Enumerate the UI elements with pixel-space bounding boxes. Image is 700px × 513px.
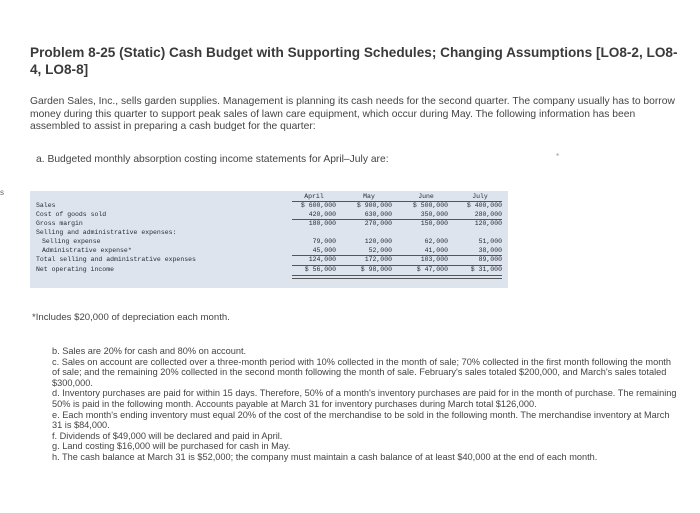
cell: 120,000	[474, 220, 502, 227]
cell: $ 500,000	[412, 202, 448, 209]
row-label-gross-margin: Gross margin	[36, 220, 83, 227]
cell: $ 98,000	[360, 266, 392, 273]
cell: $ 56,000	[304, 266, 336, 273]
cell: 79,000	[312, 238, 336, 245]
stray-mark: *	[556, 152, 560, 161]
item-b: b. Sales are 20% for cash and 80% on account.	[52, 346, 247, 356]
intro-paragraph: Garden Sales, Inc., sells garden supplies. Management is planning its cash needs for the second quarter. The company usually has to borrow money during this quarter to support peak sales of lawn care equipment, which occur during May. The following information has been assembled to assist in preparing a cash budget for the quarter:	[30, 96, 675, 132]
col-header-july: July	[472, 193, 488, 200]
total-double-line	[292, 275, 502, 279]
cell: 150,000	[420, 220, 448, 227]
cell: 62,000	[424, 238, 448, 245]
cell: 51,000	[478, 238, 502, 245]
cell: 270,000	[364, 220, 392, 227]
cell: 280,000	[474, 211, 502, 218]
col-header-june: June	[418, 193, 434, 200]
col-header-april: April	[304, 193, 324, 200]
income-statement-table	[30, 191, 508, 288]
cell: 172,000	[364, 256, 392, 263]
cell: 45,000	[312, 247, 336, 254]
cell: $ 31,000	[470, 266, 502, 273]
row-label-cogs: Cost of goods sold	[36, 211, 107, 218]
edge-marker: s	[0, 188, 4, 197]
cell: 630,000	[364, 211, 392, 218]
cell: 120,000	[364, 238, 392, 245]
cell: 350,000	[420, 211, 448, 218]
cell: 420,000	[308, 211, 336, 218]
row-label-sga-heading: Selling and administrative expenses:	[36, 229, 177, 236]
part-a-text: a. Budgeted monthly absorption costing income statements for April–July are:	[36, 154, 389, 165]
item-f: f. Dividends of $49,000 will be declared and paid in April.	[52, 430, 283, 441]
cell: $ 900,000	[356, 202, 392, 209]
cell: 38,000	[478, 247, 502, 254]
item-h: h. The cash balance at March 31 is $52,000; the company must maintain a cash balance of at least $40,000 at the end of each month.	[52, 451, 598, 462]
cell: 124,000	[308, 256, 336, 263]
item-g: g. Land costing $16,000 will be purchased for cash in May.	[52, 441, 291, 452]
row-label-noi: Net operating income	[36, 266, 115, 273]
assumptions-list	[52, 346, 680, 463]
cell: 103,000	[420, 256, 448, 263]
item-e: e. Each month's ending inventory must equal 20% of the cost of the merchandise to be sold in the following month. The merchandise inventory at March 31 is $84,000.	[52, 409, 670, 431]
depreciation-footnote: *Includes $20,000 of depreciation each month.	[32, 312, 230, 323]
problem-title: Problem 8-25 (Static) Cash Budget with Supporting Schedules; Changing Assumptions [LO8-2, LO8-4, LO8-8]	[30, 45, 678, 77]
cell: $ 400,000	[466, 202, 502, 209]
cell: 41,000	[424, 247, 448, 254]
cell: 52,000	[368, 247, 392, 254]
cell: $ 47,000	[416, 266, 448, 273]
row-label-selling: Selling expense	[42, 238, 101, 245]
cell: 89,000	[478, 256, 502, 263]
col-header-may: May	[363, 193, 375, 200]
cell: $ 600,000	[300, 202, 336, 209]
row-label-admin: Administrative expense*	[42, 247, 132, 254]
row-label-total-sga: Total selling and administrative expenses	[36, 256, 196, 263]
row-label-sales: Sales	[36, 202, 56, 209]
item-c: c. Sales on account are collected over a three-month period with 10% collected in the month of sale; 70% collected in the first month following the month of sale; and the remaining 20% collected in the second month following the month of sale. February's sales totaled $200,000, and March's sales totaled $300,000.	[52, 356, 671, 388]
cell: 180,000	[308, 220, 336, 227]
item-d: d. Inventory purchases are paid for within 15 days. Therefore, 50% of a month's inventory purchases are paid for in the month of purchase. The remaining 50% is paid in the following month. Accounts payable at March 31 for inventory purchases during March total $126,000.	[52, 388, 677, 409]
